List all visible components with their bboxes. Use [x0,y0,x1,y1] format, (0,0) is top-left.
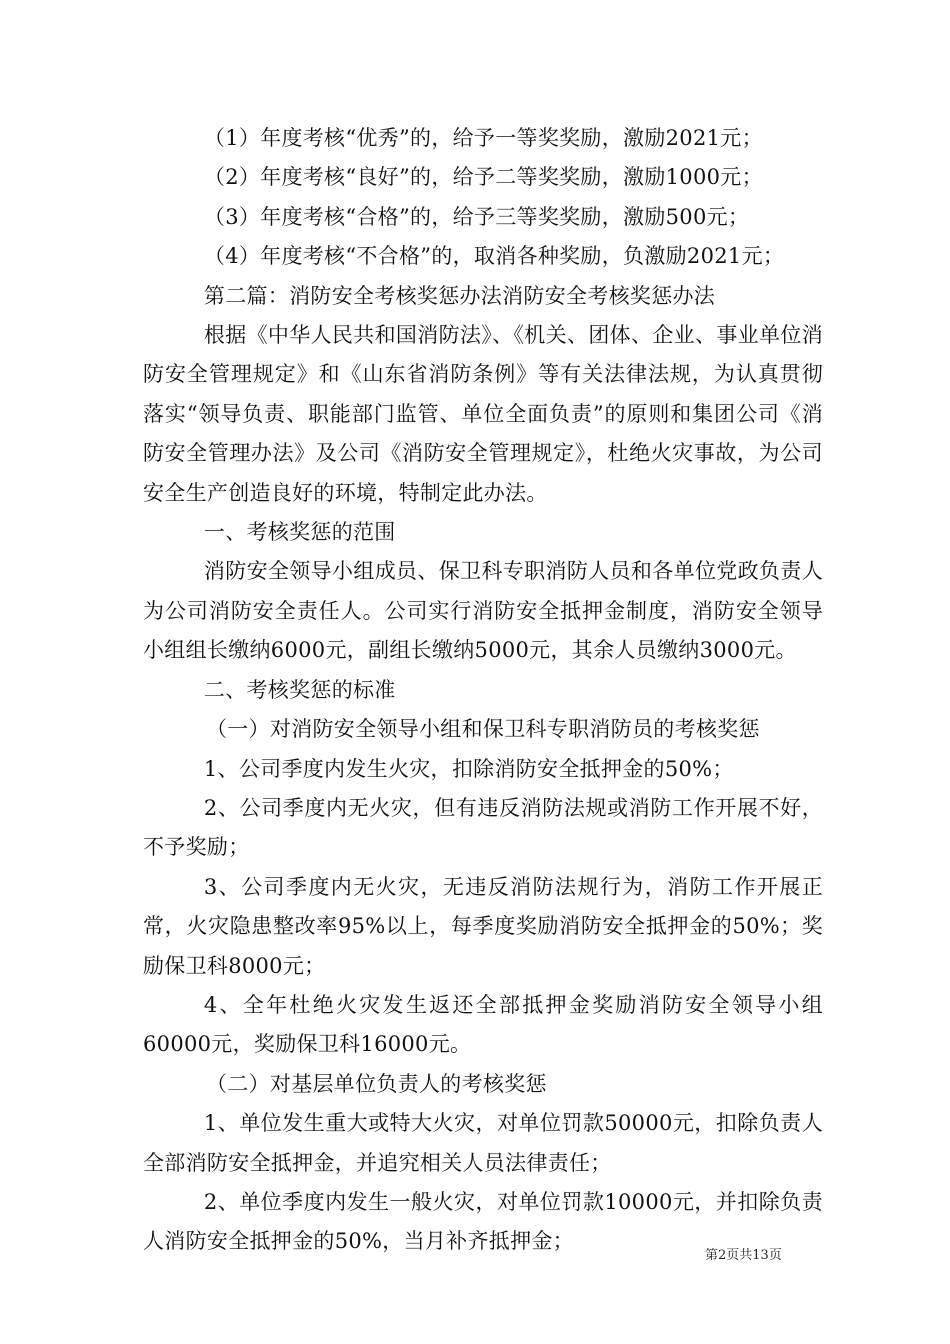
standard-item-3: 3、公司季度内无火灾，无违反消防法规行为，消防工作开展正常，火灾隐患整改率95%以上，每季度奖励消防安全抵押金的50%；奖励保卫科8000元； [143,874,823,978]
section-heading-scope: 一、考核奖惩的范围 [203,520,396,545]
standard-item-2: 2、公司季度内无火灾，但有违反消防法规或消防工作开展不好，不予奖励； [143,795,823,860]
award-item-1: （1）年度考核“优秀”的，给予一等奖奖励，激励2021元； [203,126,763,150]
document-body [143,119,823,1262]
award-item-2: （2）年度考核“良好”的，给予二等奖奖励，激励1000元； [203,165,763,190]
section-heading-standard: 二、考核奖惩的标准 [203,677,396,702]
standard-item-1: 1、公司季度内发生火灾，扣除消防安全抵押金的50%； [203,756,734,781]
award-item-4: （4）年度考核“不合格”的，取消各种奖励，负激励2021元； [203,244,785,269]
scope-paragraph: 消防安全领导小组成员、保卫科专职消防人员和各单位党政负责人为公司消防安全责任人。公司实行消防安全抵押金制度，消防安全领导小组组长缴纳6000元，副组长缴纳5000元，其余人员缴纳3000元。 [143,559,823,663]
page-number-footer: 第2页共13页 [705,1248,782,1263]
chapter-heading: 第二篇：消防安全考核奖惩办法消防安全考核奖惩办法 [203,283,716,308]
standard-item-4: 4、全年杜绝火灾发生返还全部抵押金奖励消防安全领导小组60000元，奖励保卫科16000元。 [143,992,823,1057]
award-item-3: （3）年度考核“合格”的，给予三等奖奖励，激励500元； [203,204,750,229]
intro-paragraph: 根据《中华人民共和国消防法》、《机关、团体、企业、事业单位消防安全管理规定》和《山东省消防条例》等有关法律法规，为认真贯彻落实“领导负责、职能部门监管、单位全面负责”的原则和集团公司《消防安全管理办法》及公司《消防安全管理规定》，杜绝火灾事故，为公司安全生产创造良好的环境，特制定此办法。 [143,323,823,505]
subsection-heading-1: （一）对消防安全领导小组和保卫科专职消防员的考核奖惩 [206,717,760,742]
unit-item-1: 1、单位发生重大或特大火灾，对单位罚款50000元，扣除负责人全部消防安全抵押金，并追究相关人员法律责任； [143,1111,823,1175]
unit-item-2: 2、单位季度内发生一般火灾，对单位罚款10000元，并扣除负责人消防安全抵押金的50%，当月补齐抵押金； [143,1189,823,1254]
subsection-heading-2: （二）对基层单位负责人的考核奖惩 [206,1071,547,1096]
